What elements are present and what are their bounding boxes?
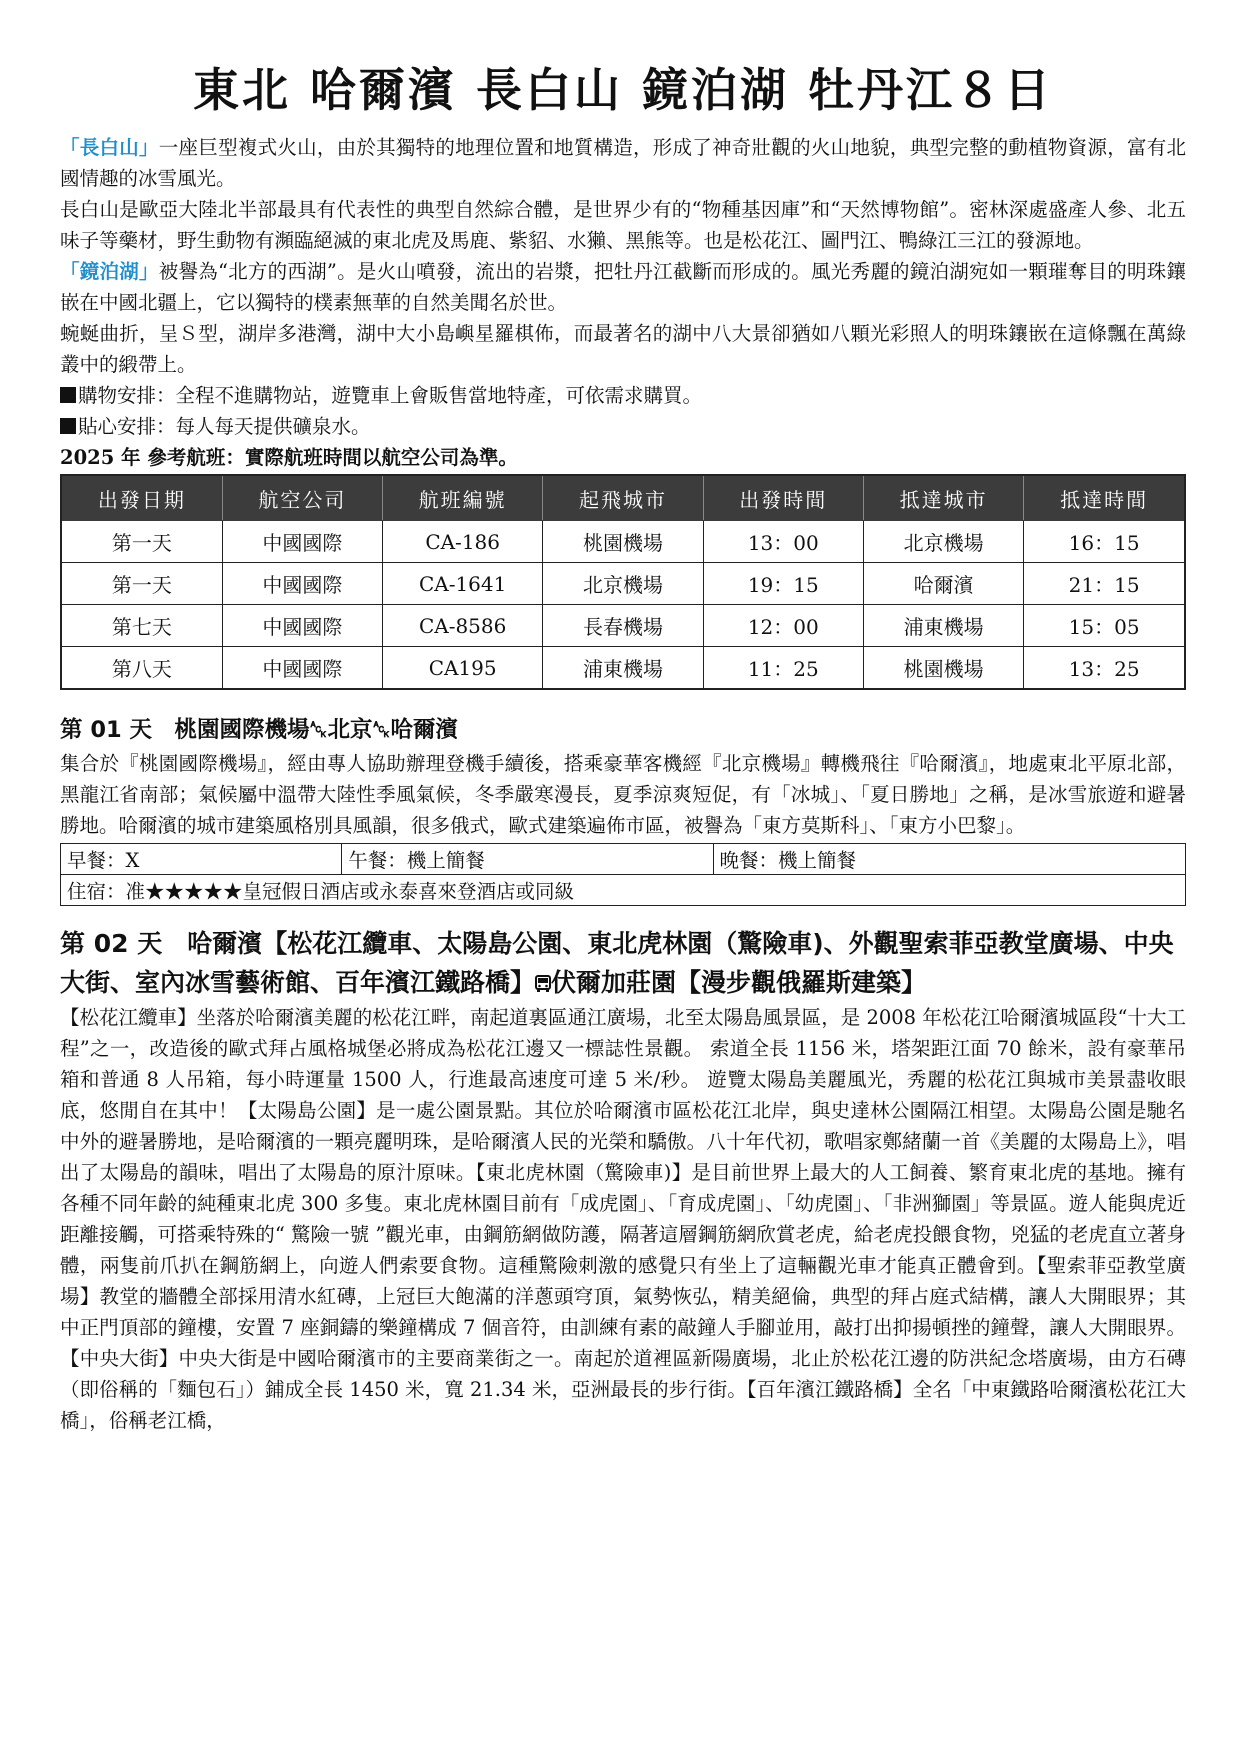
water-text: 貼心安排：每人每天提供礦泉水。 — [78, 415, 371, 438]
itinerary-page — [60, 58, 1186, 1436]
table-row — [61, 647, 1185, 690]
table-cell: 13：00 — [703, 521, 863, 563]
table-cell: CA-8586 — [383, 605, 543, 647]
table-cell: 北京機場 — [543, 563, 703, 605]
table-cell: 19：15 — [703, 563, 863, 605]
header-depart-city: 起飛城市 — [543, 475, 703, 521]
table-cell: 11：25 — [703, 647, 863, 690]
square-bullet-icon — [60, 418, 76, 434]
table-cell: 中國國際 — [222, 521, 382, 563]
hotel-cell: 住宿：准★★★★★皇冠假日酒店或永泰喜來登酒店或同級 — [61, 875, 1186, 906]
jingpo-text: 被譽為“北方的西湖”。是火山噴發，流出的岩漿，把牡丹江截斷而形成的。風光秀麗的鏡泊湖宛如一顆璀奪目的明珠鑲嵌在中國北疆上，它以獨特的樸素無華的自然美聞名於世。 — [60, 260, 1186, 314]
water-note — [60, 411, 1186, 442]
table-cell: 21：15 — [1024, 563, 1185, 605]
jingpo-label: 「鏡泊湖」 — [60, 260, 159, 283]
table-cell: 第七天 — [61, 605, 222, 647]
table-cell: 13：25 — [1024, 647, 1185, 690]
day2-heading-part1: 第 02 天 哈爾濱【松花江纜車、太陽島公園、東北虎林園（驚險車)、外觀聖索菲亞教堂廣場、中央大街、室內冰雪藝術館、百年濱江鐵路橋】 — [60, 929, 1174, 997]
changbai-label: 「長白山」 — [60, 136, 159, 159]
header-arrive-city: 抵達城市 — [863, 475, 1023, 521]
table-cell: 桃園機場 — [543, 521, 703, 563]
table-cell: CA-186 — [383, 521, 543, 563]
changbai-text: 一座巨型複式火山，由於其獨特的地理位置和地質構造，形成了神奇壯觀的火山地貌，典型完整的動植物資源，富有北國情趣的冰雪風光。 — [60, 136, 1186, 190]
bus-icon — [535, 975, 551, 993]
dinner-cell: 晚餐：機上簡餐 — [713, 844, 1186, 875]
day1-heading: 第 01 天 桃園國際機場␆北京␆哈爾濱 — [60, 717, 458, 743]
jingpo-intro — [60, 256, 1186, 318]
table-cell: 浦東機場 — [863, 605, 1023, 647]
breakfast-cell: 早餐：X — [61, 844, 342, 875]
changbai-intro — [60, 132, 1186, 194]
table-cell: 北京機場 — [863, 521, 1023, 563]
table-row — [61, 521, 1185, 563]
table-cell: 桃園機場 — [863, 647, 1023, 690]
jingpo-detail: 蜿蜒曲折，呈Ｓ型，湖岸多港灣，湖中大小島嶼星羅棋佈，而最著名的湖中八大景卻猶如八顆光彩照人的明珠鑲嵌在這條飄在萬綠叢中的緞帶上。 — [60, 322, 1186, 376]
table-cell: CA-1641 — [383, 563, 543, 605]
page-title: 東北 哈爾濱 長白山 鏡泊湖 牡丹江８日 — [192, 63, 1054, 117]
table-cell: 哈爾濱 — [863, 563, 1023, 605]
hotel-row — [61, 875, 1186, 906]
table-cell: 長春機場 — [543, 605, 703, 647]
square-bullet-icon — [60, 387, 76, 403]
lunch-cell: 午餐：機上簡餐 — [342, 844, 713, 875]
table-cell: 16：15 — [1024, 521, 1185, 563]
shopping-note — [60, 380, 1186, 411]
day1-text: 集合於『桃園國際機場』，經由專人協助辦理登機手續後，搭乘豪華客機經『北京機場』轉機飛往『哈爾濱』，地處東北平原北部，黑龍江省南部；氣候屬中溫帶大陸性季風氣候，冬季嚴寒漫長，夏季涼爽短促，有「冰城」、「夏日勝地」之稱，是冰雪旅遊和避暑勝地。哈爾濱的城市建築風格別具風韻，很多俄式，歐式建築遍佈市區，被譽為「東方莫斯科」、「東方小巴黎」。 — [60, 752, 1186, 837]
table-cell: 浦東機場 — [543, 647, 703, 690]
header-airline: 航空公司 — [222, 475, 382, 521]
day2-text: 【松花江纜車】坐落於哈爾濱美麗的松花江畔，南起道裏區通江廣場，北至太陽島風景區，是 2008 年松花江哈爾濱城區段“十大工程”之一，改造後的歐式拜占風格城堡必將成為松花江邊又一標誌性景觀。 索道全長 1156 米，塔架距江面 70 餘米，設有豪華吊箱和普通 8 人吊箱，每小時運量 1500 人，行進最高速度可達 5 米/秒。 遊覽太陽島美麗風光，秀麗的松花江與城市美景盡收眼底，悠閒自在其中！【太陽島公園】是一處公園景點。其位於哈爾濱市區松花江北岸，與史達林公園隔江相望。太陽島公園是馳名中外的避暑勝地，是哈爾濱的一顆亮麗明珠，是哈爾濱人民的光榮和驕傲。八十年代初，歌唱家鄭緒蘭一首《美麗的太陽島上》，唱出了太陽島的韻味，唱出了太陽島的原汁原味。【東北虎林園（驚險車)】是目前世界上最大的人工飼養、繁育東北虎的基地。擁有各種不同年齡的純種東北虎 300 多隻。東北虎林園目前有「成虎園」、「育成虎園」、「幼虎園」、「非洲獅園」等景區。遊人能與虎近距離接觸，可搭乘特殊的“ 驚險一號 ”觀光車，由鋼筋網做防護，隔著這層鋼筋網欣賞老虎，給老虎投餵食物，兇猛的老虎直立著身體，兩隻前爪扒在鋼筋網上，向遊人們索要食物。這種驚險刺激的感覺只有坐上了這輛觀光車才能真正體會到。【聖索菲亞教堂廣場】教堂的牆體全部採用清水紅磚，上冠巨大飽滿的洋蔥頭穹頂，氣勢恢弘，精美絕倫，典型的拜占庭式結構，讓人大開眼界；其中正門頂部的鐘樓，安置 7 座銅鑄的樂鐘構成 7 個音符，由訓練有素的敲鐘人手腳並用，敲打出抑揚頓挫的鐘聲，讓人大開眼界。【中央大街】中央大街是中國哈爾濱市的主要商業街之一。南起於道裡區新陽廣場，北止於松花江邊的防洪紀念塔廣場，由方石磚（即俗稱的「麵包石」）鋪成全長 1450 米，寬 21.34 米，亞洲最長的步行街。【百年濱江鐵路橋】全名「中東鐵路哈爾濱松花江大橋」，俗稱老江橋， — [60, 1006, 1186, 1432]
table-cell: 中國國際 — [222, 563, 382, 605]
table-row — [61, 563, 1185, 605]
changbai-detail: 長白山是歐亞大陸北半部最具有代表性的典型自然綜合體，是世界少有的“物種基因庫”和“天然博物館”。密林深處盛產人參、北五味子等藥材，野生動物有瀕臨絕滅的東北虎及馬鹿、紫貂、水獺、黑熊等。也是松花江、圖門江、鴨綠江三江的發源地。 — [60, 198, 1186, 252]
table-cell: 15：05 — [1024, 605, 1185, 647]
day2-heading-part2: 伏爾加莊園【漫步觀俄羅斯建築】 — [551, 968, 927, 997]
flight-note: 2025 年 參考航班：實際航班時間以航空公司為準。 — [60, 446, 518, 469]
table-cell: 中國國際 — [222, 605, 382, 647]
header-flight-no: 航班編號 — [383, 475, 543, 521]
day2-heading — [60, 924, 1186, 1002]
header-arrive-time: 抵達時間 — [1024, 475, 1185, 521]
table-cell: 第八天 — [61, 647, 222, 690]
table-cell: CA195 — [383, 647, 543, 690]
flight-table — [60, 474, 1186, 690]
header-depart-time: 出發時間 — [703, 475, 863, 521]
table-row — [61, 605, 1185, 647]
meals-row — [61, 844, 1186, 875]
table-cell: 12：00 — [703, 605, 863, 647]
shopping-text: 購物安排：全程不進購物站，遊覽車上會販售當地特產，可依需求購買。 — [78, 384, 703, 407]
table-cell: 中國國際 — [222, 647, 382, 690]
table-cell: 第一天 — [61, 563, 222, 605]
header-date: 出發日期 — [61, 475, 222, 521]
table-cell: 第一天 — [61, 521, 222, 563]
day1-meals-table — [60, 843, 1186, 906]
flight-table-header — [61, 475, 1185, 521]
